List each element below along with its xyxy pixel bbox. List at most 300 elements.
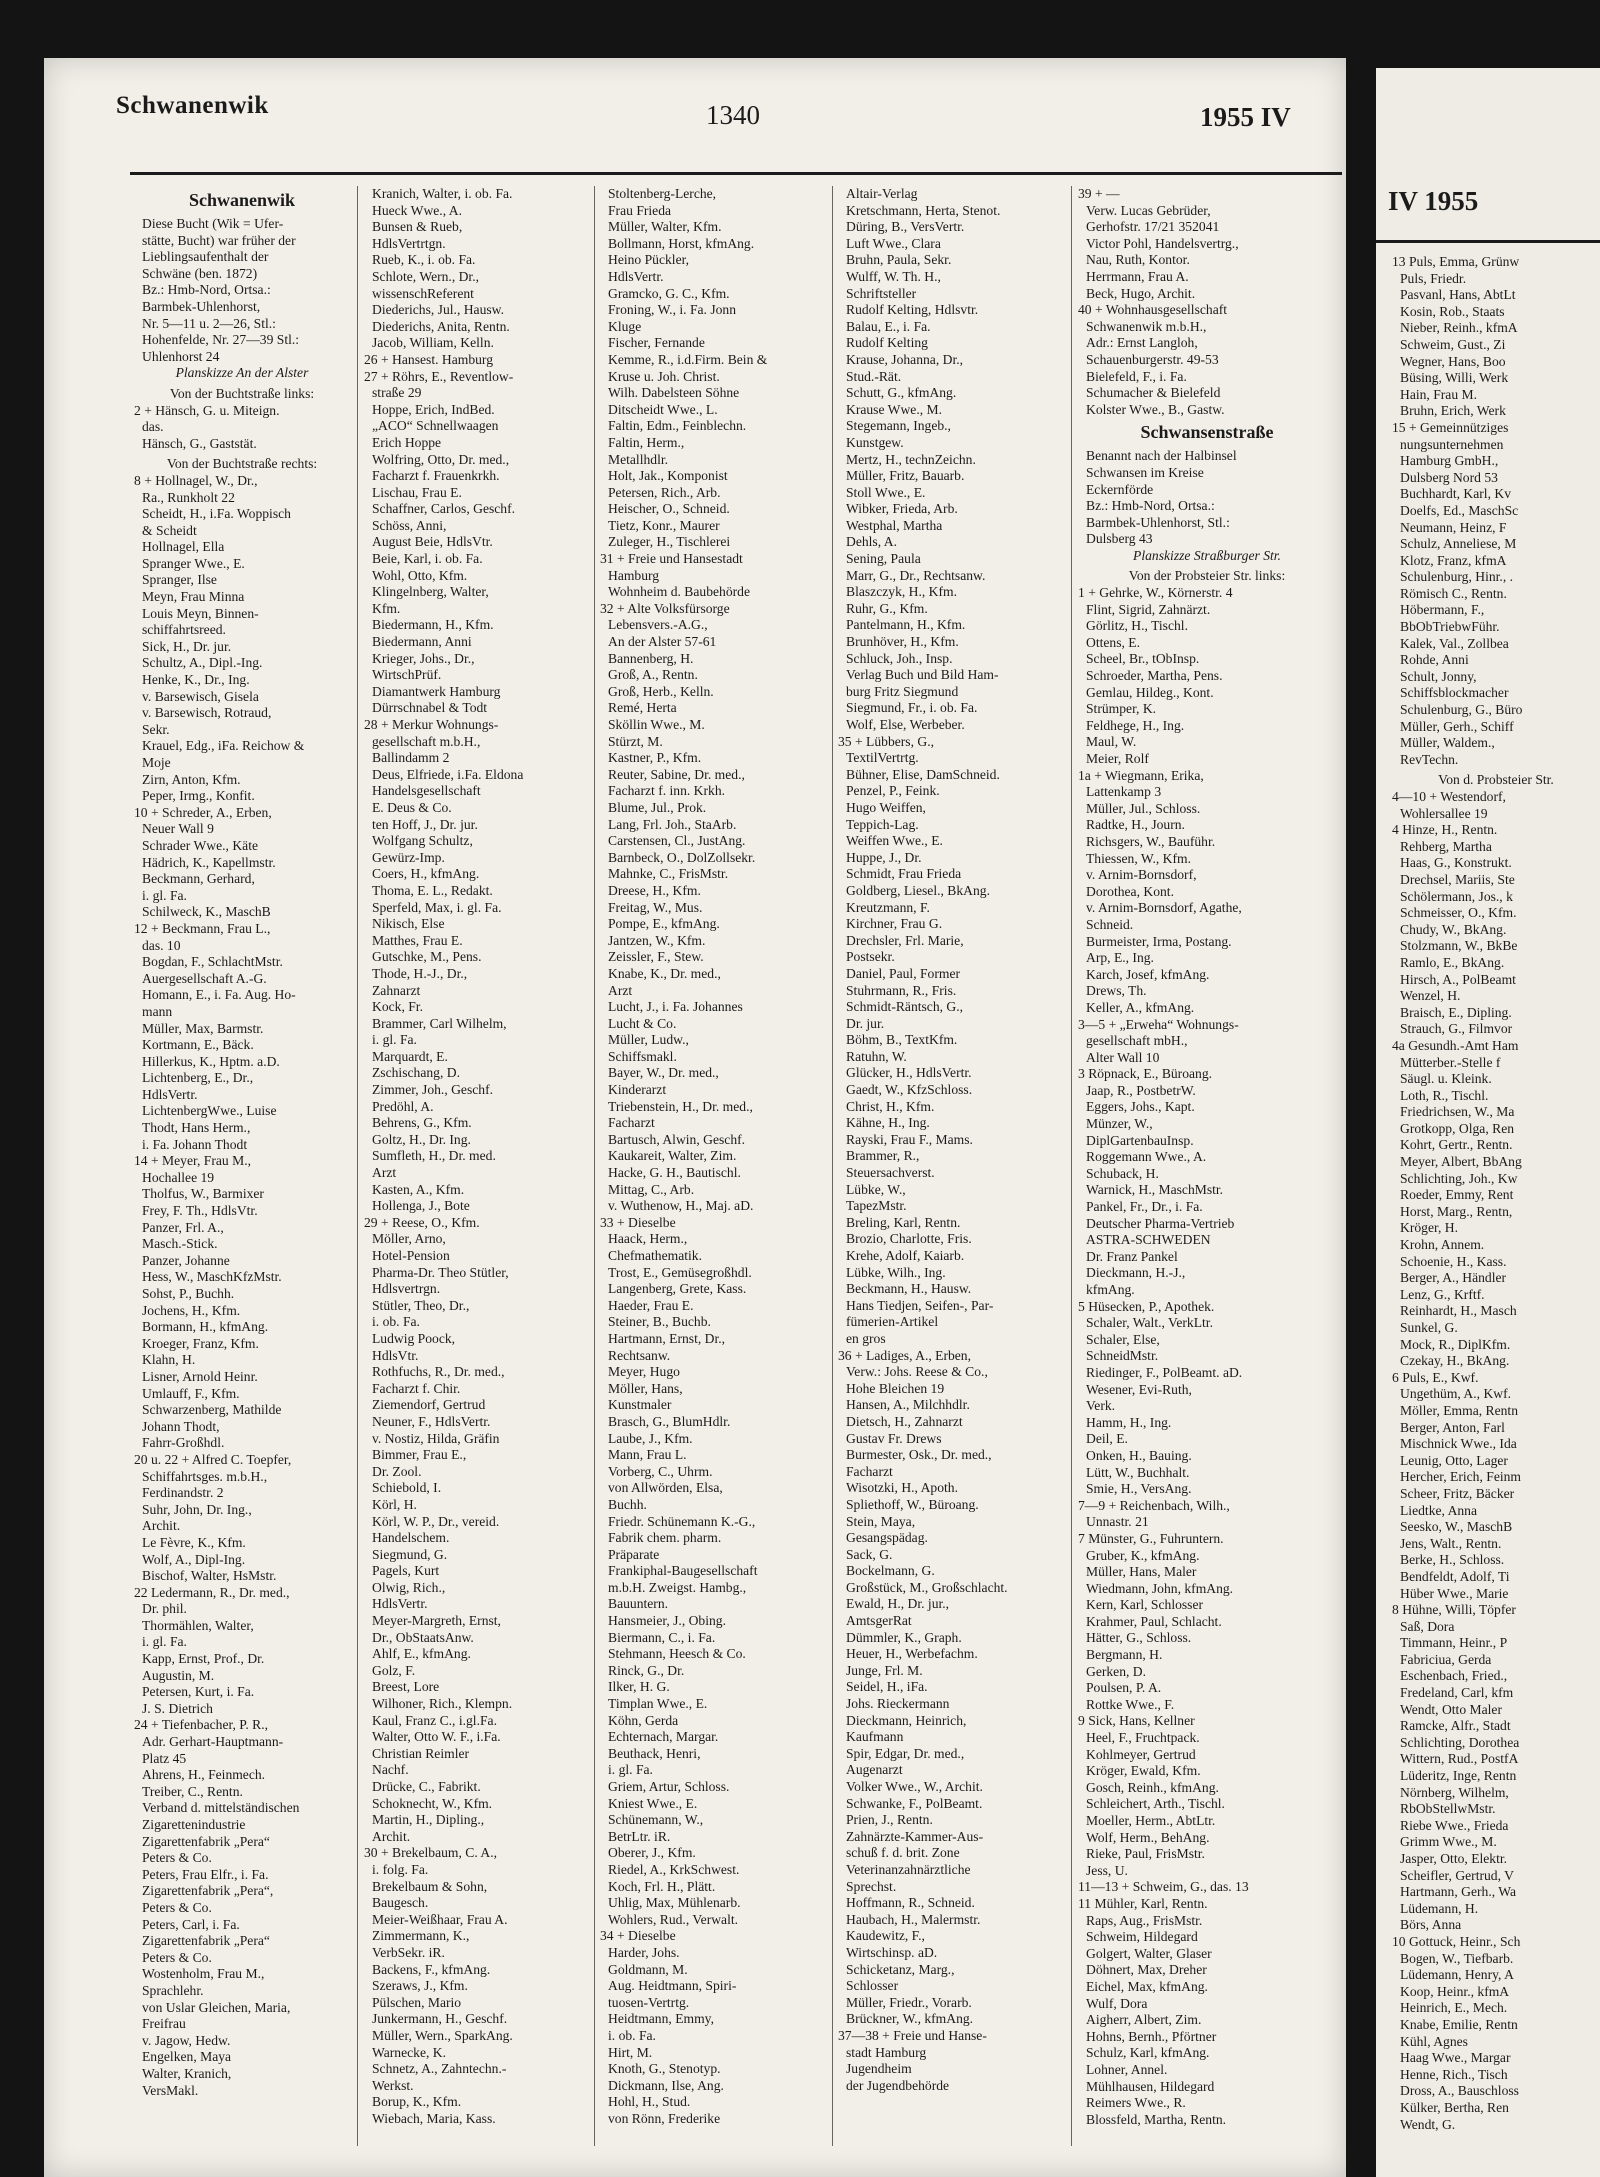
directory-entry: Eschenbach, Fried.,: [1400, 1668, 1508, 1684]
directory-entry: Drücke, C., Fabrikt.: [372, 1779, 481, 1794]
directory-entry: schuß f. d. brit. Zone: [846, 1845, 960, 1861]
directory-entry: Lischau, Frau E.: [372, 484, 462, 500]
directory-entry: Bannenberg, H.: [608, 650, 694, 666]
directory-entry: Bogdan, F., SchlachtMstr.: [142, 954, 283, 970]
directory-entry: 37—38 + Freie und Hanse-: [838, 2027, 987, 2043]
directory-entry: Ahlf, E., kfmAng.: [372, 1646, 471, 1662]
directory-entry: Zschischang, D.: [372, 1065, 460, 1081]
directory-entry: Schlichting, Joh., Kw: [1400, 1170, 1518, 1186]
directory-entry: Daniel, Paul, Former: [846, 965, 961, 981]
directory-entry: Biermann, C., i. Fa.: [608, 1629, 716, 1645]
directory-entry: 36 + Ladiges, A., Erben,: [838, 1347, 972, 1363]
directory-entry: Karch, Josef, kfmAng.: [1086, 966, 1210, 982]
directory-entry: Schumacher & Bielefeld: [1086, 385, 1221, 401]
directory-entry: i. ob. Fa.: [372, 1314, 420, 1330]
directory-entry: August Beie, HdlsVtr.: [372, 534, 493, 550]
directory-entry: Müller, Gerh., Schiff: [1400, 718, 1514, 734]
directory-entry: Rieke, Paul, FrisMstr.: [1086, 1846, 1205, 1862]
directory-entry: von Uslar Gleichen, Maria,: [142, 1999, 291, 2015]
directory-entry: Hirt, M.: [608, 2044, 653, 2060]
header-rule: [130, 172, 1342, 175]
directory-entry: Langenberg, Grete, Kass.: [608, 1281, 747, 1297]
directory-entry: Jugendheim: [846, 2061, 912, 2077]
directory-entry: Schaler, Else,: [1086, 1331, 1160, 1347]
directory-entry: Panzer, Johanne: [142, 1252, 230, 1268]
directory-entry: Herrmann, Frau A.: [1086, 268, 1189, 284]
directory-entry: Bz.: Hmb-Nord, Ortsa.:: [1086, 498, 1215, 514]
directory-entry: Hochallee 19: [142, 1169, 215, 1185]
directory-entry: Augustin, M.: [142, 1667, 215, 1683]
directory-entry: Schoenie, H., Kass.: [1400, 1253, 1507, 1269]
directory-entry: Kunstgew.: [846, 434, 904, 450]
directory-entry: Sprechst.: [846, 1878, 897, 1894]
directory-entry: Dulsberg Nord 53: [1400, 469, 1498, 485]
directory-entry: Sick, H., Dr. jur.: [142, 638, 232, 654]
directory-entry: Nikisch, Else: [372, 916, 445, 932]
directory-entry: Kruse u. Joh. Christ.: [608, 368, 720, 384]
directory-entry: Diamantwerk Hamburg: [372, 683, 501, 699]
directory-entry: Golgert, Walter, Glaser: [1086, 1945, 1212, 1961]
directory-entry: Ramlo, E., BkAng.: [1400, 954, 1505, 970]
directory-entry: Gramcko, G. C., Kfm.: [608, 285, 730, 301]
directory-entry: Szeraws, J., Kfm.: [372, 1978, 468, 1994]
directory-entry: Pompe, E., kfmAng.: [608, 916, 720, 932]
directory-entry: 10 Gottuck, Heinr., Sch: [1392, 1933, 1521, 1949]
directory-entry: Mock, R., DiplKfm.: [1400, 1336, 1511, 1352]
directory-entry: Laube, J., Kfm.: [608, 1430, 693, 1446]
directory-entry: VersMakl.: [142, 2082, 199, 2098]
directory-entry: Bz.: Hmb-Nord, Ortsa.:: [142, 282, 271, 298]
directory-entry: Oberer, J., Kfm.: [608, 1845, 696, 1861]
directory-entry: Stolzmann, W., BkBe: [1400, 938, 1518, 954]
directory-entry: Möller, Hans,: [608, 1380, 683, 1396]
directory-entry: Haack, Herm.,: [608, 1231, 688, 1247]
directory-entry: Feldhege, H., Ing.: [1086, 717, 1185, 733]
directory-entry: Prien, J., Rentn.: [846, 1812, 933, 1828]
directory-entry: Mittag, C., Arb.: [608, 1181, 695, 1197]
directory-entry: SchneidMstr.: [1086, 1348, 1159, 1364]
directory-entry: Dross, A., Bauschloss: [1400, 2083, 1519, 2099]
directory-entry: Froning, W., i. Fa. Jonn: [608, 302, 737, 318]
directory-entry: Meier-Weißhaar, Frau A.: [372, 1911, 508, 1927]
next-page-header-rule: [1376, 240, 1600, 243]
directory-entry: Petersen, Rich., Arb.: [608, 484, 721, 500]
directory-entry: Stoltenberg-Lerche,: [608, 186, 717, 201]
directory-entry: Remé, Herta: [608, 700, 677, 716]
directory-entry: Schlote, Wern., Dr.,: [372, 268, 480, 284]
directory-entry: 1a + Wiegmann, Erika,: [1078, 767, 1204, 783]
directory-entry: Bormann, H., kfmAng.: [142, 1319, 269, 1335]
directory-entry: Liedtke, Anna: [1400, 1502, 1478, 1518]
directory-entry: Grotkopp, Olga, Ren: [1400, 1120, 1515, 1136]
directory-entry: Arp, E., Ing.: [1086, 950, 1154, 966]
directory-entry: Carstensen, Cl., JustAng.: [608, 833, 746, 849]
directory-entry: Scheifler, Gertrud, V: [1400, 1867, 1514, 1883]
directory-entry: 7 Münster, G., Fuhruntern.: [1078, 1530, 1224, 1546]
directory-entry: Schöss, Anni,: [372, 517, 447, 533]
directory-entry: Olwig, Rich.,: [372, 1579, 446, 1595]
directory-entry: Schlosser: [846, 1978, 899, 1994]
directory-entry: TextilVertrtg.: [846, 750, 919, 766]
directory-entry: Beck, Hugo, Archit.: [1086, 285, 1196, 301]
directory-entry: Gewürz-Imp.: [372, 849, 445, 865]
directory-entry: Kohlmeyer, Gertrud: [1086, 1746, 1196, 1762]
directory-entry: Buchhardt, Karl, Kv: [1400, 486, 1511, 502]
directory-entry: Radtke, H., Journ.: [1086, 817, 1185, 833]
directory-entry: Berke, H., Schloss.: [1400, 1552, 1505, 1568]
directory-entry: Coers, H., kfmAng.: [372, 866, 480, 882]
directory-entry: Puls, Friedr.: [1400, 270, 1467, 286]
directory-entry: Barmbek-Uhlenhorst, Stl.:: [1086, 514, 1230, 530]
directory-entry: Sekr.: [142, 721, 170, 737]
direction-note: Von der Buchtstraße links:: [169, 385, 315, 401]
directory-entry: Hollenga, J., Bote: [372, 1198, 470, 1214]
directory-entry: Haubach, H., Malermstr.: [846, 1911, 981, 1927]
directory-entry: Schult, Jonny,: [1400, 668, 1477, 684]
directory-entry: Smie, H., VersAng.: [1086, 1481, 1192, 1497]
directory-entry: Stehmann, Heesch & Co.: [608, 1646, 746, 1662]
directory-entry: wissenschReferent: [372, 285, 474, 301]
directory-entry: Wendt, Otto Maler: [1400, 1701, 1502, 1717]
directory-entry: Ziemendorf, Gertrud: [372, 1397, 486, 1413]
directory-entry: Schulz, Anneliese, M: [1400, 536, 1517, 552]
directory-entry: Fahrr-Großhdl.: [142, 1435, 225, 1451]
directory-entry: Ewald, H., Dr. jur.,: [846, 1596, 950, 1612]
directory-entry: Postsekr.: [846, 949, 895, 965]
directory-entry: Aigherr, Albert, Zim.: [1086, 2012, 1202, 2028]
directory-entry: 32 + Alte Volksfürsorge: [600, 600, 730, 616]
directory-entry: Wulff, W. Th. H.,: [846, 268, 941, 284]
directory-entry: Dr., ObStaatsAnw.: [372, 1629, 474, 1645]
directory-entry: Luft Wwe., Clara: [846, 235, 941, 251]
directory-entry: Christ, H., Kfm.: [846, 1098, 935, 1114]
directory-entry: Sumfleth, H., Dr. med.: [372, 1148, 496, 1164]
directory-entry: Gaedt, W., KfzSchloss.: [846, 1082, 973, 1098]
directory-entry: fümerien-Artikel: [846, 1314, 939, 1330]
directory-entry: Balau, E., i. Fa.: [846, 318, 931, 334]
directory-entry: Homann, E., i. Fa. Aug. Ho-: [142, 987, 296, 1003]
directory-entry: gesellschaft m.b.H.,: [372, 733, 481, 749]
directory-entry: Schmeisser, O., Kfm.: [1400, 905, 1517, 921]
directory-entry: Meyer, Albert, BbAng: [1400, 1154, 1522, 1170]
directory-entry: Knoth, G., Stenotyp.: [608, 2061, 721, 2077]
directory-entry: Spranger, Ilse: [142, 572, 217, 588]
directory-entry: Victor Pohl, Handelsvertrg.,: [1086, 235, 1239, 251]
directory-entry: WirtschPrüf.: [372, 667, 442, 683]
directory-entry: Facharzt: [846, 1463, 893, 1479]
directory-entry: das. 10: [142, 937, 181, 953]
directory-entry: Brekelbaum & Sohn,: [372, 1878, 488, 1894]
directory-entry: Hänsch, G., Gaststät.: [142, 435, 257, 451]
directory-entry: Mertz, H., technZeichn.: [846, 451, 976, 467]
directory-entry: v. Arnim-Bornsdorf, Agathe,: [1086, 900, 1242, 916]
directory-entry: 27 + Röhrs, E., Reventlow-: [364, 368, 514, 384]
directory-entry: Schrader Wwe., Käte: [142, 837, 258, 853]
directory-entry: Dr. Franz Pankel: [1086, 1248, 1178, 1264]
directory-entry: Lenz, G., Krftf.: [1400, 1286, 1485, 1302]
directory-entry: Hain, Frau M.: [1400, 386, 1478, 402]
directory-entry: der Jugendbehörde: [846, 2077, 950, 2093]
directory-entry: Schiebold, I.: [372, 1480, 442, 1496]
directory-entry: Koop, Heinr., kfmA: [1400, 1983, 1510, 1999]
directory-entry: Dreese, H., Kfm.: [608, 882, 701, 898]
directory-entry: Wohlers, Rud., Verwalt.: [608, 1911, 739, 1927]
directory-entry: Wostenholm, Frau M.,: [142, 1966, 265, 1982]
directory-entry: Burmester, Osk., Dr. med.,: [846, 1447, 992, 1463]
directory-column-5: [1078, 186, 1336, 2151]
directory-entry: Groß, Herb., Kelln.: [608, 683, 714, 699]
directory-entry: Metallhdlr.: [608, 451, 669, 467]
directory-entry: Kohrt, Gertr., Rentn.: [1400, 1137, 1513, 1153]
directory-entry: Wolfring, Otto, Dr. med.,: [372, 451, 510, 467]
directory-entry: Timplan Wwe., E.: [608, 1696, 708, 1712]
directory-entry: Wirtschinsp. aD.: [846, 1944, 938, 1960]
directory-entry: Bollmann, Horst, kfmAng.: [608, 235, 755, 251]
directory-entry: Wolf, Else, Werbeber.: [846, 717, 965, 732]
directory-entry: Rudolf Kelting, Hdlsvtr.: [846, 302, 979, 318]
directory-entry: & Scheidt: [142, 522, 197, 538]
directory-entry: Roeder, Emmy, Rent: [1400, 1187, 1514, 1203]
directory-entry: Hamburg GmbH.,: [1400, 453, 1499, 469]
directory-entry: Nr. 5—11 u. 2—26, Stl.:: [142, 315, 276, 331]
directory-entry: Krause, Johanna, Dr.,: [846, 351, 964, 367]
directory-entry: Kapp, Ernst, Prof., Dr.: [142, 1651, 265, 1667]
directory-entry: Trost, E., Gemüsegroßhdl.: [608, 1264, 752, 1280]
directory-entry: Lang, Frl. Joh., StaArb.: [608, 816, 737, 832]
directory-entry: Arzt: [372, 1165, 397, 1181]
directory-entry: Heino Pückler,: [608, 252, 689, 268]
directory-entry: Teppich-Lag.: [846, 816, 919, 832]
directory-entry: Grimm Wwe., M.: [1400, 1834, 1497, 1850]
directory-entry: Wendt, G.: [1400, 2116, 1456, 2132]
directory-entry: Auergesellschaft A.-G.: [142, 970, 267, 986]
directory-entry: nungsunternehmen: [1400, 436, 1504, 452]
directory-entry: Deutscher Pharma-Vertrieb: [1086, 1215, 1235, 1231]
directory-entry: Junge, Frl. M.: [846, 1662, 923, 1678]
directory-entry: Hacke, G. H., Bautischl.: [608, 1165, 741, 1181]
directory-entry: Blossfeld, Martha, Rentn.: [1086, 2111, 1227, 2127]
directory-entry: Dietsch, H., Zahnarzt: [846, 1413, 963, 1429]
directory-entry: Wohlersallee 19: [1400, 805, 1488, 821]
directory-entry: Walter, Otto W. F., i.Fa.: [372, 1729, 501, 1745]
directory-entry: Beuthack, Henri,: [608, 1745, 701, 1761]
directory-entry: Schiffsblockmacher: [1400, 685, 1509, 701]
directory-column-4: [838, 186, 1066, 2151]
directory-entry: Eckernförde: [1086, 481, 1154, 497]
directory-entry: Werkst.: [372, 2077, 414, 2093]
directory-entry: Neuner, F., HdlsVertr.: [372, 1413, 491, 1429]
directory-entry: 29 + Reese, O., Kfm.: [364, 1214, 480, 1230]
directory-entry: Jasper, Otto, Elektr.: [1400, 1851, 1508, 1866]
directory-entry: Heidtmann, Emmy,: [608, 2011, 714, 2027]
directory-entry: Hohns, Bernh., Pförtner: [1086, 2028, 1217, 2044]
directory-entry: Erich Hoppe: [372, 434, 442, 450]
directory-entry: Kern, Karl, Schlosser: [1086, 1597, 1204, 1613]
directory-entry: Jens, Walt., Rentn.: [1400, 1535, 1502, 1551]
directory-entry: Schulz, Karl, kfmAng.: [1086, 2045, 1210, 2061]
directory-entry: Brasch, G., BlumHdlr.: [608, 1413, 731, 1429]
directory-entry: „ACO“ Schnellwaagen: [372, 418, 499, 434]
directory-entry: Müller, Hans, Maler: [1086, 1564, 1197, 1580]
directory-entry: Goltz, H., Dr. Ing.: [372, 1131, 471, 1147]
directory-entry: Klahn, H.: [142, 1352, 196, 1368]
directory-entry: Neumann, Heinz, F: [1400, 519, 1507, 535]
directory-entry: Lüderitz, Inge, Rentn: [1400, 1768, 1517, 1784]
directory-entry: Frau Frieda: [608, 202, 672, 218]
directory-entry: Krauel, Edg., iFa. Reichow &: [142, 738, 305, 754]
directory-entry: Düring, B., VersVertr.: [846, 219, 965, 235]
directory-entry: Schwanenwik m.b.H.,: [1086, 318, 1207, 334]
directory-entry: 3—5 + „Erweha“ Wohnungs-: [1078, 1016, 1239, 1032]
directory-entry: 14 + Meyer, Frau M.,: [134, 1153, 251, 1169]
directory-entry: Eggers, Johs., Kapt.: [1086, 1099, 1195, 1115]
directory-entry: Kirchner, Frau G.: [846, 916, 943, 932]
directory-entry: Schiffsmakl.: [608, 1048, 677, 1064]
directory-entry: Facharzt f. Chir.: [372, 1380, 461, 1396]
directory-entry: Volker Wwe., W., Archit.: [846, 1779, 983, 1794]
directory-entry: Weiffen Wwe., E.: [846, 833, 943, 849]
directory-entry: Rueb, K., i. ob. Fa.: [372, 252, 476, 268]
directory-entry: Peters & Co.: [142, 1949, 212, 1965]
directory-entry: Kosin, Rob., Staats: [1400, 303, 1505, 319]
next-page-header: IV 1955: [1388, 186, 1479, 216]
directory-entry: Berger, Anton, Farl: [1400, 1419, 1505, 1435]
directory-entry: Hohenfelde, Nr. 27—39 Stl.:: [142, 332, 300, 348]
directory-entry: Pasvanl, Hans, AbtLt: [1400, 287, 1516, 303]
directory-entry: Gustav Fr. Drews: [846, 1430, 942, 1446]
directory-entry: J. S. Dietrich: [142, 1700, 213, 1716]
directory-entry: Ballindamm 2: [372, 750, 450, 766]
page-number: 1340: [706, 100, 760, 130]
directory-entry: Schaffner, Carlos, Geschf.: [372, 501, 516, 517]
directory-entry: Müller, Max, Barmstr.: [142, 1020, 264, 1036]
directory-entry: Leunig, Otto, Lager: [1400, 1452, 1508, 1468]
directory-entry: Lucht, J., i. Fa. Johannes: [608, 999, 743, 1015]
directory-entry: Czekay, H., BkAng.: [1400, 1353, 1510, 1369]
directory-entry: i. gl. Fa.: [372, 1032, 417, 1048]
directory-entry: Lieblingsaufenthalt der: [142, 249, 269, 265]
directory-entry: Säugl. u. Kleink.: [1400, 1071, 1492, 1087]
directory-entry: Tietz, Konr., Maurer: [608, 517, 720, 533]
directory-entry: Zimmermann, K.,: [372, 1928, 470, 1944]
directory-entry: Stütler, Theo, Dr.,: [372, 1297, 470, 1313]
directory-entry: 35 + Lübbers, G.,: [838, 733, 935, 749]
directory-entry: Schlichting, Dorothea: [1400, 1734, 1520, 1750]
directory-entry: Sperfeld, Max, i. gl. Fa.: [372, 899, 502, 915]
directory-column-3: [600, 186, 828, 2151]
directory-entry: Stud.-Rät.: [846, 368, 902, 384]
directory-entry: Gesangspädag.: [846, 1530, 928, 1546]
directory-entry: Hugo Weiffen,: [846, 799, 926, 815]
directory-entry: TapezMstr.: [846, 1198, 907, 1214]
directory-entry: Dieckmann, Heinrich,: [846, 1712, 967, 1728]
directory-entry: Kinderarzt: [608, 1082, 667, 1098]
directory-entry: v. Arnim-Bornsdorf,: [1086, 867, 1197, 883]
next-page-column: [1392, 254, 1600, 2177]
directory-entry: Pharma-Dr. Theo Stütler,: [372, 1264, 509, 1280]
directory-entry: Seesko, W., MaschB: [1400, 1519, 1513, 1535]
directory-entry: Huppe, J., Dr.: [846, 849, 922, 865]
directory-entry: 4—10 + Westendorf,: [1392, 789, 1506, 804]
directory-entry: Timmann, Heinr., P: [1400, 1635, 1508, 1651]
directory-entry: Seidel, H., iFa.: [846, 1679, 928, 1695]
directory-entry: Wolf, A., Dipl-Ing.: [142, 1551, 246, 1567]
directory-entry: Schneid.: [1086, 916, 1134, 932]
directory-entry: Döhnert, Max, Dreher: [1086, 1962, 1207, 1978]
directory-entry: Krehe, Adolf, Kaiarb.: [846, 1248, 965, 1263]
directory-entry: Sprachlehr.: [142, 1982, 204, 1998]
directory-entry: Bauuntern.: [608, 1596, 669, 1612]
directory-entry: Uhlenhorst 24: [142, 348, 220, 364]
directory-entry: Peper, Irmg., Konfit.: [142, 788, 255, 804]
directory-entry: 24 + Tiefenbacher, P. R.,: [134, 1717, 268, 1733]
directory-entry: en gros: [846, 1330, 886, 1346]
directory-entry: Echternach, Margar.: [608, 1729, 719, 1745]
directory-entry: Fabriciua, Gerda: [1400, 1651, 1492, 1667]
directory-entry: An der Alster 57-61: [608, 634, 717, 650]
directory-entry: Schölermann, Jos., k: [1400, 888, 1513, 904]
directory-entry: Diese Bucht (Wik = Ufer-: [142, 216, 284, 231]
directory-entry: Schroeder, Martha, Pens.: [1086, 668, 1223, 684]
directory-entry: Pankel, Fr., Dr., i. Fa.: [1086, 1199, 1203, 1215]
directory-entry: Verw.: Johs. Reese & Co.,: [846, 1364, 988, 1380]
directory-entry: Nörnberg, Wilhelm,: [1400, 1784, 1509, 1800]
directory-entry: Sköllin Wwe., M.: [608, 717, 705, 732]
directory-entry: Riedinger, F., PolBeamt. aD.: [1086, 1364, 1243, 1380]
directory-entry: 7—9 + Reichenbach, Wilh.,: [1078, 1497, 1230, 1513]
directory-entry: Verlag Buch und Bild Ham-: [846, 667, 999, 683]
directory-entry: Drews, Th.: [1086, 983, 1147, 999]
directory-entry: Bruhn, Paula, Sekr.: [846, 252, 952, 268]
directory-entry: v. Wuthenow, H., Maj. aD.: [608, 1198, 754, 1214]
directory-entry: Klingelnberg, Walter,: [372, 584, 489, 600]
directory-entry: Fabrik chem. pharm.: [608, 1530, 722, 1546]
directory-entry: Ratuhn, W.: [846, 1048, 907, 1064]
directory-entry: 11 Mühler, Karl, Rentn.: [1078, 1895, 1208, 1911]
directory-entry: Facharzt: [608, 1115, 655, 1131]
directory-entry: i. gl. Fa.: [142, 887, 187, 903]
directory-entry: Wilh. Dabelsteen Söhne: [608, 385, 740, 401]
directory-entry: Heischer, O., Schneid.: [608, 501, 730, 517]
directory-entry: Wulf, Dora: [1086, 1995, 1148, 2011]
directory-entry: Nieber, Reinh., kfmA: [1400, 320, 1518, 336]
directory-entry: Lebensvers.-A.G.,: [608, 617, 708, 633]
directory-entry: Biedermann, Anni: [372, 634, 472, 650]
directory-entry: Alter Wall 10: [1086, 1049, 1160, 1065]
directory-entry: Dieckmann, H.-J.,: [1086, 1265, 1186, 1281]
directory-entry: Möller, Emma, Rentn: [1400, 1402, 1519, 1418]
directory-entry: Schultz, A., Dipl.-Ing.: [142, 655, 263, 671]
directory-entry: Kastner, P., Kfm.: [608, 750, 702, 766]
directory-entry: Görlitz, H., Tischl.: [1086, 618, 1188, 634]
directory-entry: Breest, Lore: [372, 1679, 440, 1695]
directory-entry: Goldmann, M.: [608, 1961, 688, 1977]
directory-entry: Brunhöver, H., Kfm.: [846, 634, 959, 650]
directory-entry: Meyn, Frau Minna: [142, 589, 245, 605]
directory-entry: stätte, Bucht) war früher der: [142, 232, 296, 248]
directory-entry: 6 Puls, E., Kwf.: [1392, 1369, 1479, 1385]
directory-entry: von Allwörden, Elsa,: [608, 1480, 723, 1496]
directory-entry: Thode, H.-J., Dr.,: [372, 965, 468, 981]
directory-entry: Haag Wwe., Margar: [1400, 2050, 1511, 2066]
directory-entry: Chudy, W., BkAng.: [1400, 921, 1507, 937]
directory-entry: Kortmann, E., Bäck.: [142, 1037, 254, 1053]
directory-entry: Bockelmann, G.: [846, 1563, 935, 1579]
directory-entry: Dulsberg 43: [1086, 531, 1153, 547]
directory-entry: Wibker, Frieda, Arb.: [846, 501, 958, 517]
directory-entry: Schünemann, W.,: [608, 1812, 704, 1828]
directory-entry: Penzel, P., Feink.: [846, 783, 940, 799]
